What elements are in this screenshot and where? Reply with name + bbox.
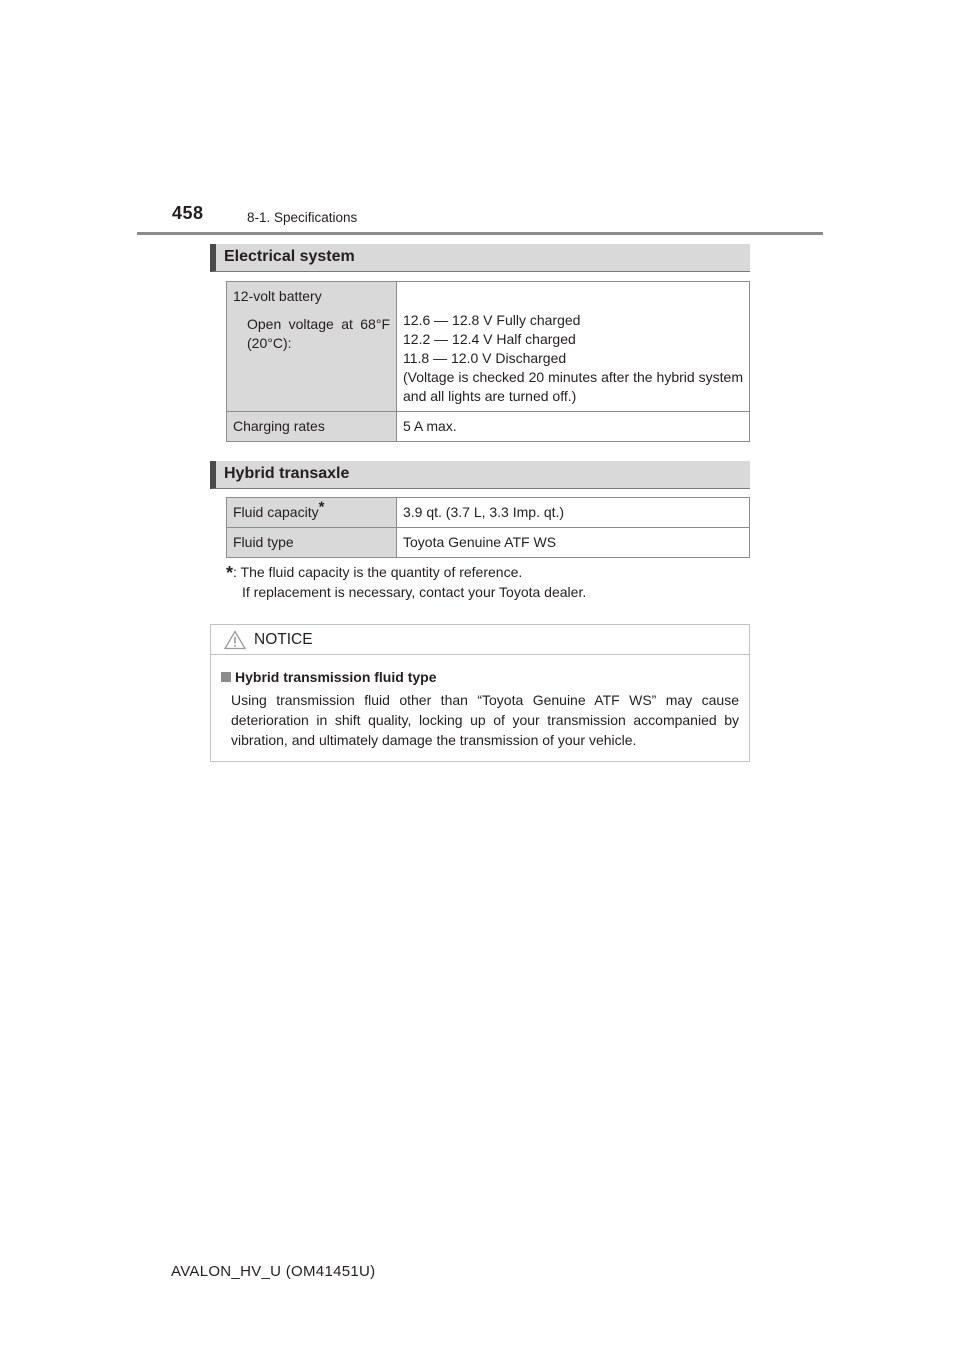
section-title: 8-1. Specifications xyxy=(247,210,358,225)
page-number: 458 xyxy=(172,203,204,223)
charging-rates-value: 5 A max. xyxy=(397,412,750,442)
table-row xyxy=(227,282,750,412)
fluid-type-value: Toyota Genuine ATF WS xyxy=(397,528,750,558)
hybrid-transaxle-heading: Hybrid transaxle xyxy=(210,461,750,489)
notice-heading-text: Hybrid transmission fluid type xyxy=(235,669,437,685)
battery-label: 12-volt battery xyxy=(233,288,322,304)
fluid-capacity-label: Fluid capacity xyxy=(233,504,319,520)
footnote xyxy=(226,561,766,602)
open-voltage-label: Open voltage at 68°F (20°C): xyxy=(247,316,390,351)
notice-text: Using transmission fluid other than “Toyota Genuine ATF WS” may cause deterioration in shift quality, locking up of your transmission accompanied by vibration, and ultimately damage the transmission of your vehicle. xyxy=(231,692,739,748)
notice-subheading xyxy=(221,667,739,687)
hybrid-transaxle-table xyxy=(226,497,750,558)
voltage-half: 12.2 — 12.4 V Half charged xyxy=(403,331,576,347)
square-bullet-icon xyxy=(221,672,231,682)
table-row xyxy=(227,498,750,528)
footnote-line-1: : The fluid capacity is the quantity of reference. xyxy=(233,564,523,580)
fluid-capacity-label-cell xyxy=(227,498,397,528)
electrical-system-heading: Electrical system xyxy=(210,244,750,272)
voltage-discharged: 11.8 — 12.0 V Discharged xyxy=(403,350,567,366)
voltage-full: 12.6 — 12.8 V Fully charged xyxy=(403,312,581,328)
voltage-note: (Voltage is checked 20 minutes after the hybrid system and all lights are turned off.) xyxy=(403,369,743,404)
notice-body xyxy=(211,655,749,750)
footnote-marker: * xyxy=(226,563,234,583)
asterisk-mark: * xyxy=(318,498,325,516)
table-row xyxy=(227,412,750,442)
notice-header xyxy=(211,625,749,655)
battery-values-cell xyxy=(397,282,750,412)
notice-box xyxy=(210,624,750,762)
notice-title: NOTICE xyxy=(254,631,313,648)
footnote-line-2: If replacement is necessary, contact your Toyota dealer. xyxy=(242,584,587,600)
electrical-system-table xyxy=(226,281,750,442)
charging-rates-label: Charging rates xyxy=(227,412,397,442)
warning-triangle-icon xyxy=(224,630,246,655)
header-rule xyxy=(137,232,823,235)
table-row xyxy=(227,528,750,558)
fluid-capacity-value: 3.9 qt. (3.7 L, 3.3 Imp. qt.) xyxy=(397,498,750,528)
footer-document-code: AVALON_HV_U (OM41451U) xyxy=(171,1263,376,1280)
fluid-type-label: Fluid type xyxy=(227,528,397,558)
battery-label-cell xyxy=(227,282,397,412)
